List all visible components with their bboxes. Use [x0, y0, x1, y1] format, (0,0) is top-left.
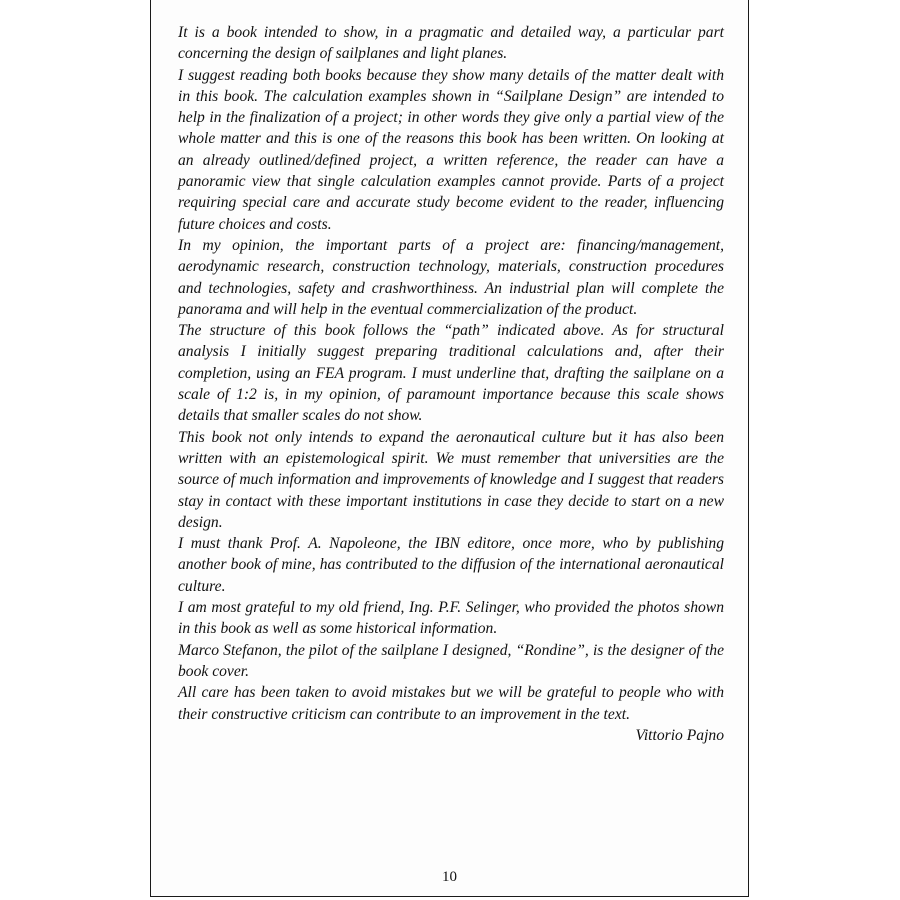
- book-page: [150, 0, 749, 897]
- preface-text: [178, 22, 724, 746]
- author-signature: Vittorio Pajno: [635, 726, 724, 744]
- paragraph-5: This book not only intends to expand the aeronautical culture but it has also been written with an epistemological spirit. We must remember that universities are the source of much information and improvements of knowledge and I suggest that readers stay in contact with these important institutions in case they decide to start on a new design.: [178, 428, 724, 531]
- paragraph-3: In my opinion, the important parts of a project are: financing/management, aerodynamic research, construction technology, materials, construction procedures and technologies, safety and crashworthiness. An industrial plan will complete the panorama and will help in the eventual commercialization of the product.: [178, 236, 724, 318]
- paragraph-4: The structure of this book follows the “path” indicated above. As for structural analysis I initially suggest preparing traditional calculations and, after their completion, using an FEA program. I must underline that, drafting the sailplane on a scale of 1:2 is, in my opinion, of paramount importance because this scale shows details that smaller scales do not show.: [178, 322, 724, 425]
- paragraph-7: I am most grateful to my old friend, Ing. P.F. Selinger, who provided the photos shown in this book as well as some historical information.: [178, 599, 724, 638]
- paragraph-2: I suggest reading both books because they show many details of the matter dealt with in this book. The calculation examples shown in “Sailplane Design” are intended to help in the finalization of a project; in other words they give only a partial view of the whole matter and this is one of the reasons this book has been written. On looking at an already outlined/defined project, a written reference, the reader can have a panoramic view that single calculation examples cannot provide. Parts of a project requiring special care and accurate study become evident to the reader, influencing future choices and costs.: [178, 66, 724, 233]
- paragraph-1: It is a book intended to show, in a pragmatic and detailed way, a particular part concerning the design of sailplanes and light planes.: [178, 24, 724, 63]
- page-number: 10: [442, 869, 457, 885]
- paragraph-6: I must thank Prof. A. Napoleone, the IBN editore, once more, who by publishing another book of mine, has contributed to the diffusion of the international aeronautical culture.: [178, 535, 724, 595]
- paragraph-9: All care has been taken to avoid mistakes but we will be grateful to people who with their constructive criticism can contribute to an improvement in the text.: [178, 684, 724, 723]
- paragraph-8: Marco Stefanon, the pilot of the sailplane I designed, “Rondine”, is the designer of the book cover.: [178, 641, 724, 680]
